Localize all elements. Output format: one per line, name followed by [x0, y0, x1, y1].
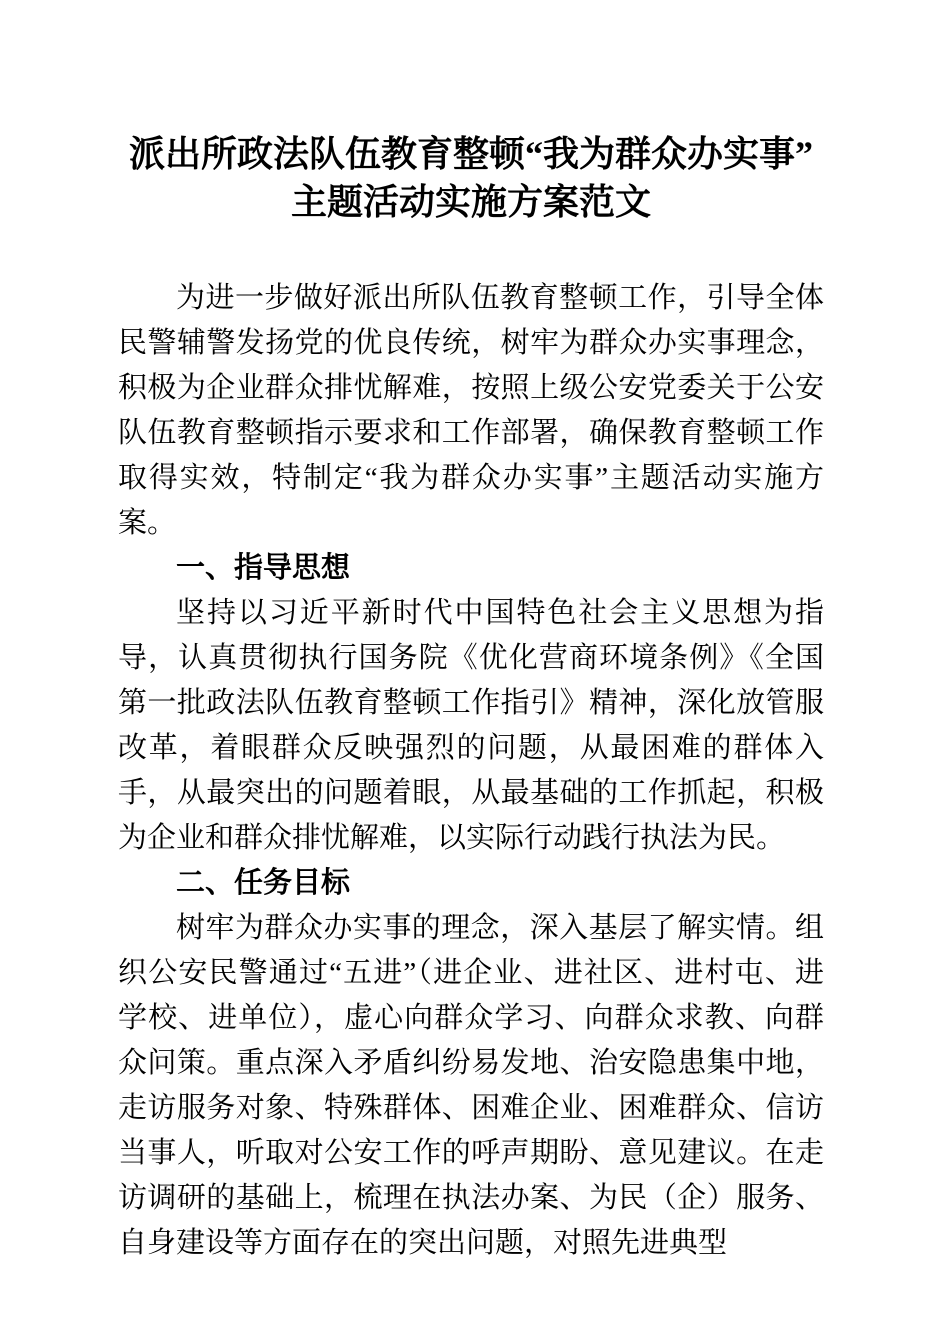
document-title-line-2: 主题活动实施方案范文: [290, 182, 651, 222]
task-goals-paragraph: 树牢为群众办实事的理念，深入基层了解实情。组织公安民警通过“五进”（进企业、进社区、进村屯、进学校、进单位），虚心向群众学习、向群众求教、向群众问策。重点深入矛盾纠纷易发地、治安隐患集中地，走访服务对象、特殊群体、困难企业、困难群众、信访当事人，听取对公安工作的呼声期盼、意见建议。在走访调研的基础上，梳理在执法办案、为民（企）服务、自身建设等方面存在的突出问题，对照先进典型: [118, 912, 824, 1259]
section-heading-guiding-ideology: 一、指导思想: [176, 552, 351, 584]
document-title-line-1: 派出所政法队伍教育整顿“我为群众办实事”: [128, 134, 813, 174]
guiding-ideology-paragraph: 坚持以习近平新时代中国特色社会主义思想为指导，认真贯彻执行国务院《优化营商环境条例》《全国第一批政法队伍教育整顿工作指引》精神，深化放管服改革，着眼群众反映强烈的问题，从最困难的群体入手，从最突出的问题着眼，从最基础的工作抓起，积极为企业和群众排忧解难，以实际行动践行执法为民。: [118, 597, 824, 854]
section-heading-task-goals: 二、任务目标: [176, 867, 351, 899]
intro-paragraph: 为进一步做好派出所队伍教育整顿工作，引导全体民警辅警发扬党的优良传统，树牢为群众办实事理念，积极为企业群众排忧解难，按照上级公安党委关于公安队伍教育整顿指示要求和工作部署，确保教育整顿工作取得实效，特制定“我为群众办实事”主题活动实施方案。: [118, 282, 824, 539]
document-title: [118, 130, 824, 226]
